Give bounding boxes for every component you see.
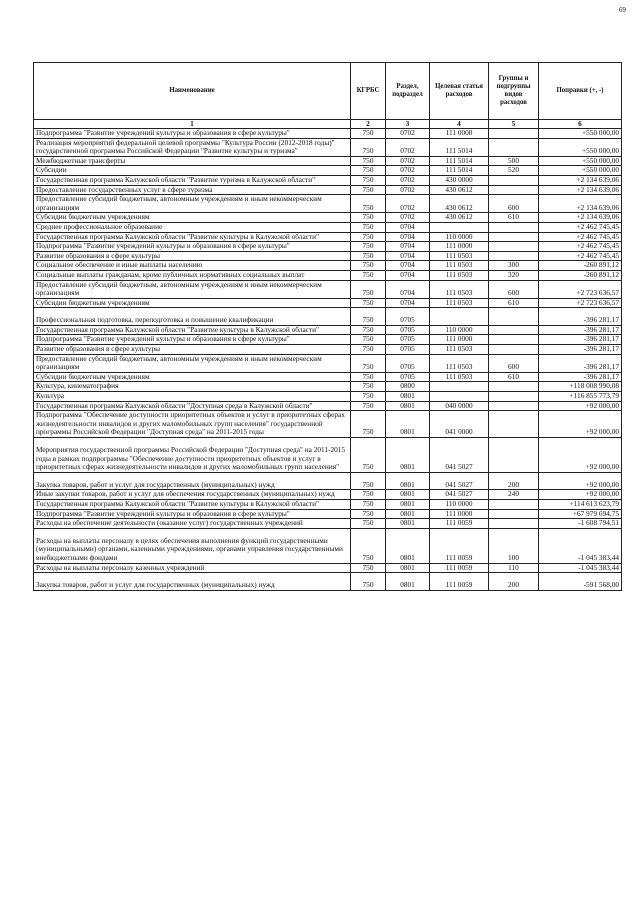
cell-razdel: 0800 (386, 382, 430, 392)
cell-razdel: 0801 (386, 411, 430, 438)
table-header-row (34, 63, 622, 120)
cell-vid (489, 519, 539, 529)
cell-razdel: 0704 (386, 280, 430, 298)
cell-amount: +92 000,00 (539, 401, 622, 411)
cell-vid: 610 (489, 213, 539, 223)
cell-name: Закупка товаров, работ и услуг для государственных (муниципальных) нужд (34, 573, 351, 591)
cell-vid (489, 175, 539, 185)
cell-razdel: 0705 (386, 325, 430, 335)
cell-vid (489, 222, 539, 232)
cell-razdel: 0702 (386, 175, 430, 185)
cell-name: Подпрограмма "Развитие учреждений культуры и образования в сфере культуры" (34, 129, 351, 139)
table-row (34, 372, 622, 382)
cell-kgrbs: 750 (351, 242, 386, 252)
cell-kgrbs: 750 (351, 372, 386, 382)
cell-razdel: 0705 (386, 354, 430, 372)
cell-name: Развитие образования в сфере культуры (34, 251, 351, 261)
cell-name: Межбюджетные трансферты (34, 156, 351, 166)
cell-statya: 110 0000 (430, 499, 489, 509)
cell-vid: 520 (489, 166, 539, 176)
cell-statya: 111 0000 (430, 129, 489, 139)
cell-amount: +116 855 773,79 (539, 392, 622, 402)
cell-name: Расходы на обеспечение деятельности (оказание услуг) государственных учреждений (34, 519, 351, 529)
cell-kgrbs: 750 (351, 325, 386, 335)
cell-razdel: 0801 (386, 499, 430, 509)
cell-razdel: 0702 (386, 195, 430, 213)
cell-razdel: 0801 (386, 528, 430, 563)
cell-amount: -396 281,17 (539, 308, 622, 326)
cell-vid: 200 (489, 573, 539, 591)
table-row (34, 308, 622, 326)
cell-amount: +2 723 636,57 (539, 298, 622, 308)
cell-name: Субсидии бюджетным учреждениям (34, 372, 351, 382)
cell-amount: -396 281,17 (539, 372, 622, 382)
cell-name: Государственная программа Калужской области "Развитие культуры в Калужской области" (34, 499, 351, 509)
table-row (34, 232, 622, 242)
cell-vid (489, 251, 539, 261)
cell-statya: 111 0059 (430, 519, 489, 529)
cell-vid: 320 (489, 270, 539, 280)
cell-name: Профессиональная подготовка, переподготовка и повышение квалификации (34, 308, 351, 326)
col-header-razdel: Раздел, подраздел (386, 63, 430, 120)
table-row (34, 298, 622, 308)
cell-razdel: 0801 (386, 472, 430, 490)
cell-name: Расходы на выплаты персоналу в целях обеспечения выполнения функций государственными (муниципальными) органами, казенными учреждениями, органами управления государственными внебюджетными фондами (34, 528, 351, 563)
cell-kgrbs: 750 (351, 499, 386, 509)
cell-amount: -396 281,17 (539, 345, 622, 355)
cell-razdel: 0702 (386, 166, 430, 176)
cell-amount: +2 134 639,06 (539, 185, 622, 195)
table-row (34, 345, 622, 355)
cell-statya: 111 0059 (430, 573, 489, 591)
cell-statya: 430 0612 (430, 185, 489, 195)
cell-amount: -260 891,12 (539, 261, 622, 271)
table-row (34, 185, 622, 195)
cell-amount: +92 000,00 (539, 411, 622, 438)
cell-amount: +2 462 745,45 (539, 222, 622, 232)
cell-kgrbs: 750 (351, 519, 386, 529)
table-row (34, 129, 622, 139)
cell-name: Государственная программа Калужской области "Развитие культуры в Калужской области" (34, 232, 351, 242)
cell-statya: 111 0503 (430, 298, 489, 308)
cell-kgrbs: 750 (351, 261, 386, 271)
col-header-amount: Поправки (+, -) (539, 63, 622, 120)
cell-name: Предоставление субсидий бюджетным, автономным учреждениям и иным некоммерческим организациям (34, 195, 351, 213)
cell-statya (430, 222, 489, 232)
cell-name: Культура (34, 392, 351, 402)
cell-vid: 600 (489, 280, 539, 298)
cell-statya (430, 382, 489, 392)
cell-statya: 111 0000 (430, 242, 489, 252)
col-number: 1 (34, 120, 351, 129)
cell-vid (489, 335, 539, 345)
cell-statya (430, 392, 489, 402)
cell-amount: +92 000,00 (539, 472, 622, 490)
cell-vid: 200 (489, 472, 539, 490)
cell-statya: 041 5027 (430, 490, 489, 500)
cell-amount: +114 613 623,79 (539, 499, 622, 509)
cell-statya: 111 0503 (430, 372, 489, 382)
cell-amount: +118 008 990,08 (539, 382, 622, 392)
table-row (34, 438, 622, 473)
cell-name: Социальное обеспечение и иные выплаты населению (34, 261, 351, 271)
cell-amount: -1 045 383,44 (539, 528, 622, 563)
cell-kgrbs: 750 (351, 195, 386, 213)
cell-razdel: 0702 (386, 138, 430, 156)
cell-statya: 110 0000 (430, 325, 489, 335)
table-row (34, 270, 622, 280)
cell-razdel: 0702 (386, 213, 430, 223)
cell-kgrbs: 750 (351, 270, 386, 280)
table-row (34, 261, 622, 271)
cell-name: Государственная программа Калужской области "Развитие туризма в Калужской области" (34, 175, 351, 185)
cell-name: Подпрограмма "Обеспечение доступности приоритетных объектов и услуг в приоритетных сферах жизнедеятельности инвалидов и других маломобильных групп населения" государственной программы Российской Федерации "Доступная среда" на 2011-2015 годы (34, 411, 351, 438)
cell-statya: 040 0000 (430, 401, 489, 411)
cell-kgrbs: 750 (351, 298, 386, 308)
table-row (34, 222, 622, 232)
cell-name: Среднее профессиональное образование (34, 222, 351, 232)
cell-kgrbs: 750 (351, 222, 386, 232)
table-row (34, 213, 622, 223)
cell-kgrbs: 750 (351, 129, 386, 139)
cell-razdel: 0704 (386, 261, 430, 271)
cell-vid (489, 392, 539, 402)
table-row (34, 401, 622, 411)
cell-statya: 041 5027 (430, 438, 489, 473)
table-row (34, 335, 622, 345)
cell-razdel: 0704 (386, 298, 430, 308)
cell-vid (489, 438, 539, 473)
cell-kgrbs: 750 (351, 175, 386, 185)
cell-razdel: 0704 (386, 251, 430, 261)
cell-kgrbs: 750 (351, 335, 386, 345)
cell-razdel: 0702 (386, 129, 430, 139)
cell-vid (489, 401, 539, 411)
table-row (34, 280, 622, 298)
table-row (34, 251, 622, 261)
table-row (34, 382, 622, 392)
cell-razdel: 0705 (386, 308, 430, 326)
cell-vid (489, 345, 539, 355)
col-header-statya: Целевая статья расходов (430, 63, 489, 120)
cell-kgrbs: 750 (351, 354, 386, 372)
cell-name: Иные закупки товаров, работ и услуг для обеспечения государственных (муниципальных) нужд (34, 490, 351, 500)
cell-vid (489, 308, 539, 326)
cell-kgrbs: 750 (351, 401, 386, 411)
cell-amount: -1 608 794,51 (539, 519, 622, 529)
cell-vid (489, 138, 539, 156)
cell-razdel: 0705 (386, 372, 430, 382)
cell-razdel: 0704 (386, 222, 430, 232)
table-row (34, 472, 622, 490)
cell-name: Расходы на выплаты персоналу казенных учреждений (34, 563, 351, 573)
cell-razdel: 0801 (386, 392, 430, 402)
table-row (34, 528, 622, 563)
cell-kgrbs: 750 (351, 156, 386, 166)
cell-kgrbs: 750 (351, 528, 386, 563)
cell-name: Государственная программа Калужской области "Доступная среда в Калужской области" (34, 401, 351, 411)
cell-kgrbs: 750 (351, 472, 386, 490)
cell-amount: +550 000,00 (539, 156, 622, 166)
cell-statya: 041 5027 (430, 472, 489, 490)
cell-vid: 600 (489, 354, 539, 372)
table-row (34, 156, 622, 166)
cell-name: Мероприятия государственной программы Российской Федерации "Доступная среда" на 2011-2015 годы в рамках подпрограммы "Обеспечение доступности приоритетных объектов и услуг в приоритетных сферах жизнедеятельности инвалидов и других маломобильных групп населения" (34, 438, 351, 473)
cell-amount: -396 281,17 (539, 335, 622, 345)
cell-name: Реализация мероприятий федеральной целевой программы "Культура России (2012-2018 годы)" государственной программы Российской Федерации "Развитие культуры и туризма" (34, 138, 351, 156)
table-row (34, 242, 622, 252)
budget-amendments-table (33, 62, 622, 591)
cell-razdel: 0702 (386, 185, 430, 195)
cell-kgrbs: 750 (351, 166, 386, 176)
cell-amount: +2 462 745,45 (539, 251, 622, 261)
table-row (34, 411, 622, 438)
cell-name: Субсидии бюджетным учреждениям (34, 298, 351, 308)
table-row (34, 392, 622, 402)
col-number: 4 (430, 120, 489, 129)
cell-razdel: 0705 (386, 335, 430, 345)
cell-statya: 111 5014 (430, 156, 489, 166)
cell-name: Предоставление субсидий бюджетным, автономным учреждениям и иным некоммерческим организациям (34, 354, 351, 372)
cell-kgrbs: 750 (351, 232, 386, 242)
cell-vid (489, 242, 539, 252)
cell-amount: +92 000,00 (539, 490, 622, 500)
cell-vid (489, 411, 539, 438)
cell-razdel: 0704 (386, 242, 430, 252)
cell-amount: +2 134 639,06 (539, 175, 622, 185)
cell-amount: +2 462 745,45 (539, 232, 622, 242)
cell-amount: +550 000,00 (539, 138, 622, 156)
cell-amount: +550 000,00 (539, 166, 622, 176)
cell-kgrbs: 750 (351, 251, 386, 261)
table-row (34, 325, 622, 335)
cell-vid: 610 (489, 372, 539, 382)
cell-statya: 111 0503 (430, 251, 489, 261)
column-numbers-row (34, 120, 622, 129)
table-row (34, 138, 622, 156)
cell-name: Развитие образования в сфере культуры (34, 345, 351, 355)
col-number: 2 (351, 120, 386, 129)
cell-statya: 430 0612 (430, 195, 489, 213)
table-row (34, 499, 622, 509)
cell-kgrbs: 750 (351, 573, 386, 591)
table-row (34, 563, 622, 573)
cell-statya: 111 0503 (430, 261, 489, 271)
cell-razdel: 0801 (386, 438, 430, 473)
col-header-name: Наименование (34, 63, 351, 120)
cell-kgrbs: 750 (351, 213, 386, 223)
cell-razdel: 0801 (386, 509, 430, 519)
cell-vid (489, 129, 539, 139)
cell-kgrbs: 750 (351, 138, 386, 156)
cell-statya: 430 0612 (430, 213, 489, 223)
cell-statya: 110 0000 (430, 232, 489, 242)
cell-amount: +2 134 639,06 (539, 213, 622, 223)
cell-amount: +550 000,00 (539, 129, 622, 139)
table-row (34, 490, 622, 500)
table-row (34, 166, 622, 176)
cell-vid: 100 (489, 528, 539, 563)
cell-amount: -1 045 383,44 (539, 563, 622, 573)
cell-razdel: 0704 (386, 232, 430, 242)
cell-name: Подпрограмма "Развитие учреждений культуры и образования в сфере культуры" (34, 242, 351, 252)
cell-vid: 110 (489, 563, 539, 573)
cell-kgrbs: 750 (351, 509, 386, 519)
cell-statya: 111 0000 (430, 335, 489, 345)
cell-vid (489, 325, 539, 335)
col-header-kgrbs: КГРБС (351, 63, 386, 120)
cell-amount: +2 134 639,06 (539, 195, 622, 213)
cell-kgrbs: 750 (351, 411, 386, 438)
cell-amount: +67 979 694,75 (539, 509, 622, 519)
cell-razdel: 0801 (386, 573, 430, 591)
cell-statya: 430 0000 (430, 175, 489, 185)
cell-statya: 111 0059 (430, 528, 489, 563)
page-number: 69 (619, 6, 626, 14)
cell-amount: +2 723 636,57 (539, 280, 622, 298)
cell-statya: 111 0503 (430, 345, 489, 355)
cell-kgrbs: 750 (351, 308, 386, 326)
cell-kgrbs: 750 (351, 438, 386, 473)
col-number: 3 (386, 120, 430, 129)
cell-kgrbs: 750 (351, 490, 386, 500)
cell-statya: 041 0000 (430, 411, 489, 438)
table-row (34, 175, 622, 185)
cell-statya: 111 5014 (430, 166, 489, 176)
cell-statya (430, 308, 489, 326)
table-row (34, 573, 622, 591)
cell-name: Подпрограмма "Развитие учреждений культуры и образования в сфере культуры" (34, 335, 351, 345)
cell-statya: 111 0503 (430, 280, 489, 298)
table-row (34, 195, 622, 213)
col-number: 6 (539, 120, 622, 129)
cell-vid (489, 382, 539, 392)
cell-kgrbs: 750 (351, 280, 386, 298)
cell-kgrbs: 750 (351, 563, 386, 573)
cell-name: Культура, кинематография (34, 382, 351, 392)
cell-amount: +2 462 745,45 (539, 242, 622, 252)
table-row (34, 519, 622, 529)
col-header-vid: Группы и подгруппы видов расходов (489, 63, 539, 120)
cell-amount: -396 281,17 (539, 354, 622, 372)
cell-statya: 111 0503 (430, 270, 489, 280)
table-row (34, 354, 622, 372)
cell-statya: 111 0503 (430, 354, 489, 372)
cell-razdel: 0704 (386, 270, 430, 280)
cell-vid (489, 232, 539, 242)
cell-statya: 111 0000 (430, 509, 489, 519)
cell-vid: 610 (489, 298, 539, 308)
cell-vid: 600 (489, 195, 539, 213)
cell-razdel: 0801 (386, 519, 430, 529)
cell-vid (489, 185, 539, 195)
cell-kgrbs: 750 (351, 345, 386, 355)
cell-vid (489, 499, 539, 509)
cell-name: Закупка товаров, работ и услуг для государственных (муниципальных) нужд (34, 472, 351, 490)
cell-amount: +92 000,00 (539, 438, 622, 473)
cell-statya: 111 5014 (430, 138, 489, 156)
cell-kgrbs: 750 (351, 392, 386, 402)
cell-razdel: 0801 (386, 401, 430, 411)
cell-name: Социальные выплаты гражданам, кроме публичных нормативных социальных выплат (34, 270, 351, 280)
cell-vid: 240 (489, 490, 539, 500)
cell-vid (489, 509, 539, 519)
cell-vid: 300 (489, 261, 539, 271)
cell-razdel: 0705 (386, 345, 430, 355)
col-number: 5 (489, 120, 539, 129)
table-row (34, 509, 622, 519)
cell-name: Субсидии бюджетным учреждениям (34, 213, 351, 223)
cell-razdel: 0702 (386, 156, 430, 166)
cell-amount: -591 568,00 (539, 573, 622, 591)
cell-name: Предоставление государственных услуг в сфере туризма (34, 185, 351, 195)
cell-statya: 111 0059 (430, 563, 489, 573)
cell-amount: -260 891,12 (539, 270, 622, 280)
cell-kgrbs: 750 (351, 185, 386, 195)
cell-name: Субсидии (34, 166, 351, 176)
table-body (34, 129, 622, 591)
cell-razdel: 0801 (386, 490, 430, 500)
cell-name: Предоставление субсидий бюджетным, автономным учреждениям и иным некоммерческим организациям (34, 280, 351, 298)
cell-vid: 500 (489, 156, 539, 166)
cell-kgrbs: 750 (351, 382, 386, 392)
cell-name: Государственная программа Калужской области "Развитие культуры в Калужской области" (34, 325, 351, 335)
cell-name: Подпрограмма "Развитие учреждений культуры и образования в сфере культуры" (34, 509, 351, 519)
cell-amount: -396 281,17 (539, 325, 622, 335)
cell-razdel: 0801 (386, 563, 430, 573)
